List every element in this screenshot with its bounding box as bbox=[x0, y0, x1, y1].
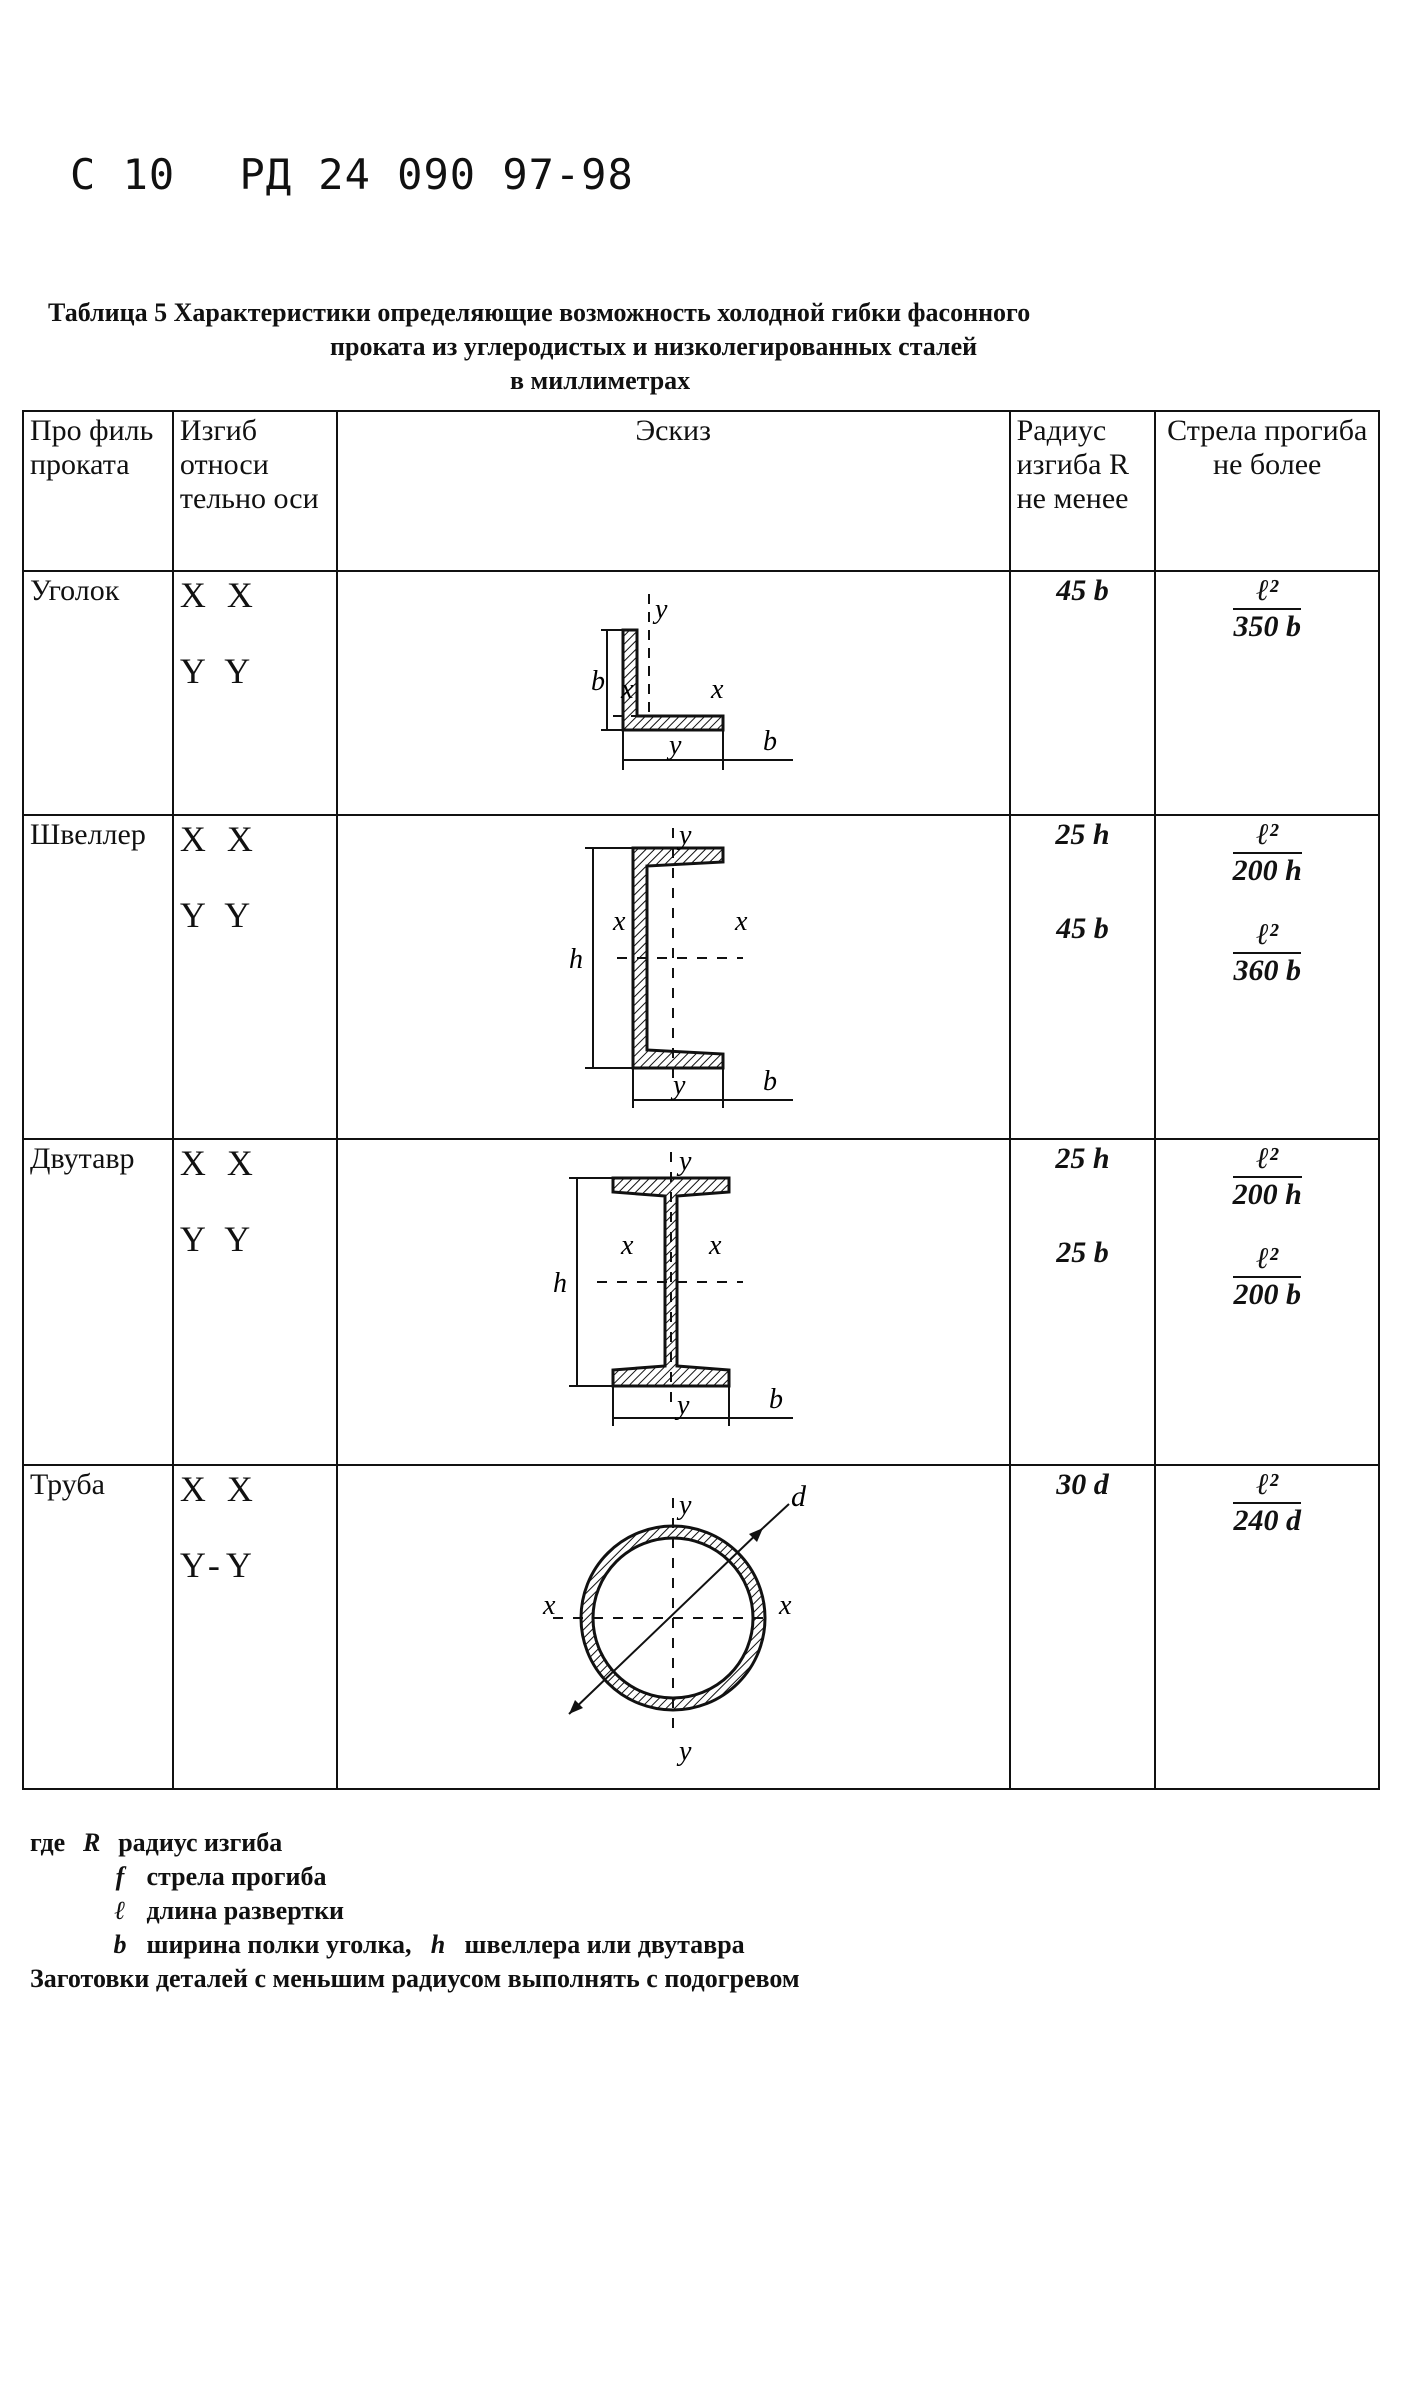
sketch-cell bbox=[337, 1139, 1010, 1465]
deflection-numerator: ℓ² bbox=[1256, 1142, 1279, 1175]
axis-x: X X bbox=[179, 1469, 259, 1509]
profile-name: Уголок bbox=[23, 571, 173, 815]
caption-line-2: проката из углеродистых и низколегированных сталей bbox=[330, 332, 978, 361]
note-symbol: R bbox=[83, 1828, 101, 1857]
table-row bbox=[23, 1465, 1379, 1789]
deflection-denominator: 200 h bbox=[1232, 1178, 1302, 1211]
axis-x: X X bbox=[179, 575, 259, 615]
label-x-left: x bbox=[613, 906, 626, 937]
note-text: ширина полки уголка, bbox=[146, 1930, 412, 1959]
radius-values bbox=[1010, 815, 1156, 1139]
label-h: h bbox=[553, 1268, 568, 1299]
deflection-denominator: 200 h bbox=[1232, 854, 1302, 887]
note-text: длина развертки bbox=[146, 1896, 345, 1925]
radius-value: 45 b bbox=[1010, 571, 1156, 815]
col-bend-axis: Изгиб относи тельно оси bbox=[173, 411, 337, 571]
col-profile: Про филь проката bbox=[23, 411, 173, 571]
bending-table bbox=[22, 410, 1380, 1790]
sketch-cell bbox=[337, 815, 1010, 1139]
table-caption bbox=[48, 296, 1348, 398]
deflection-numerator: ℓ² bbox=[1256, 574, 1279, 607]
table-header-row bbox=[23, 411, 1379, 571]
label-x-left: x bbox=[621, 674, 634, 705]
profile-name: Швеллер bbox=[23, 815, 173, 1139]
note-text: стрела прогиба bbox=[146, 1862, 327, 1891]
notes-intro: где bbox=[30, 1828, 66, 1857]
col-deflection: Стрела прогиба не более bbox=[1155, 411, 1379, 571]
label-y-top: y bbox=[679, 1146, 692, 1177]
label-y-top: y bbox=[655, 594, 668, 625]
radius-values bbox=[1010, 1139, 1156, 1465]
label-y-top: y bbox=[679, 1490, 692, 1521]
axis-y: Y Y bbox=[179, 1219, 257, 1259]
label-b-horizontal: b bbox=[763, 726, 778, 757]
note-symbol: h bbox=[430, 1930, 446, 1959]
note-text: швеллера или двутавра bbox=[464, 1930, 745, 1959]
page-header bbox=[70, 150, 672, 199]
bend-axes bbox=[173, 1465, 337, 1789]
note-row bbox=[30, 1860, 800, 1894]
deflection-values bbox=[1155, 815, 1379, 1139]
table-row bbox=[23, 571, 1379, 815]
channel-section-sketch bbox=[473, 818, 873, 1118]
note-row bbox=[30, 1928, 800, 1962]
document-code: РД 24 090 97-98 bbox=[239, 150, 634, 199]
table-row bbox=[23, 815, 1379, 1139]
radius-value-y: 25 b bbox=[1056, 1236, 1109, 1269]
label-d: d bbox=[791, 1480, 807, 1513]
page-number: С 10 bbox=[70, 150, 176, 199]
label-h: h bbox=[569, 944, 584, 975]
deflection-denominator: 350 b bbox=[1233, 610, 1301, 643]
deflection-value bbox=[1155, 1465, 1379, 1789]
profile-name: Двутавр bbox=[23, 1139, 173, 1465]
axis-y: Y Y bbox=[179, 895, 257, 935]
axis-y: Y-Y bbox=[179, 1545, 258, 1585]
deflection-numerator: ℓ² bbox=[1256, 1242, 1279, 1275]
deflection-numerator: ℓ² bbox=[1256, 918, 1279, 951]
deflection-denominator: 240 d bbox=[1233, 1504, 1301, 1537]
caption-line-3: в миллиметрах bbox=[510, 366, 691, 395]
sketch-cell bbox=[337, 1465, 1010, 1789]
label-y-bottom: y bbox=[669, 730, 682, 761]
i-beam-section-sketch bbox=[473, 1142, 873, 1442]
label-y-bottom: y bbox=[679, 1736, 692, 1767]
deflection-numerator: ℓ² bbox=[1256, 1468, 1279, 1501]
label-x-right: x bbox=[709, 1230, 722, 1261]
label-x-right: x bbox=[735, 906, 748, 937]
deflection-denominator: 200 b bbox=[1233, 1278, 1301, 1311]
deflection-values bbox=[1155, 1139, 1379, 1465]
label-y-bottom: y bbox=[673, 1070, 686, 1101]
col-radius: Радиус изгиба R не менее bbox=[1010, 411, 1156, 571]
note-symbol: b bbox=[113, 1930, 127, 1959]
label-x-right: x bbox=[711, 674, 724, 705]
bend-axes bbox=[173, 571, 337, 815]
table-row bbox=[23, 1139, 1379, 1465]
radius-value-y: 45 b bbox=[1056, 912, 1109, 945]
note-symbol: ℓ bbox=[114, 1896, 126, 1925]
label-b: b bbox=[769, 1384, 784, 1415]
radius-value: 30 d bbox=[1010, 1465, 1156, 1789]
deflection-numerator: ℓ² bbox=[1256, 818, 1279, 851]
notes bbox=[30, 1826, 800, 1996]
bend-axes bbox=[173, 1139, 337, 1465]
col-sketch: Эскиз bbox=[337, 411, 1010, 571]
label-x-left: x bbox=[543, 1590, 556, 1621]
radius-value-x: 25 h bbox=[1055, 1142, 1110, 1175]
note-text: радиус изгиба bbox=[118, 1828, 283, 1857]
axis-y: Y Y bbox=[179, 651, 257, 691]
sketch-cell bbox=[337, 571, 1010, 815]
label-b: b bbox=[763, 1066, 778, 1097]
note-row bbox=[30, 1826, 800, 1860]
pipe-section-sketch bbox=[473, 1468, 873, 1768]
label-x-right: x bbox=[779, 1590, 792, 1621]
axis-x: X X bbox=[179, 819, 259, 859]
notes-footer: Заготовки деталей с меньшим радиусом выполнять с подогревом bbox=[30, 1964, 800, 1993]
label-y-top: y bbox=[679, 820, 692, 851]
angle-section-sketch bbox=[473, 574, 873, 794]
note-row bbox=[30, 1894, 800, 1928]
axis-x: X X bbox=[179, 1143, 259, 1183]
caption-line-1: Таблица 5 Характеристики определяющие возможность холодной гибки фасонного bbox=[48, 298, 1031, 327]
deflection-value bbox=[1155, 571, 1379, 815]
radius-value-x: 25 h bbox=[1055, 818, 1110, 851]
profile-name: Труба bbox=[23, 1465, 173, 1789]
bend-axes bbox=[173, 815, 337, 1139]
label-x-left: x bbox=[621, 1230, 634, 1261]
label-y-bottom: y bbox=[677, 1390, 690, 1421]
note-symbol: f bbox=[115, 1862, 125, 1891]
label-b-vertical: b bbox=[591, 666, 606, 697]
deflection-denominator: 360 b bbox=[1233, 954, 1301, 987]
